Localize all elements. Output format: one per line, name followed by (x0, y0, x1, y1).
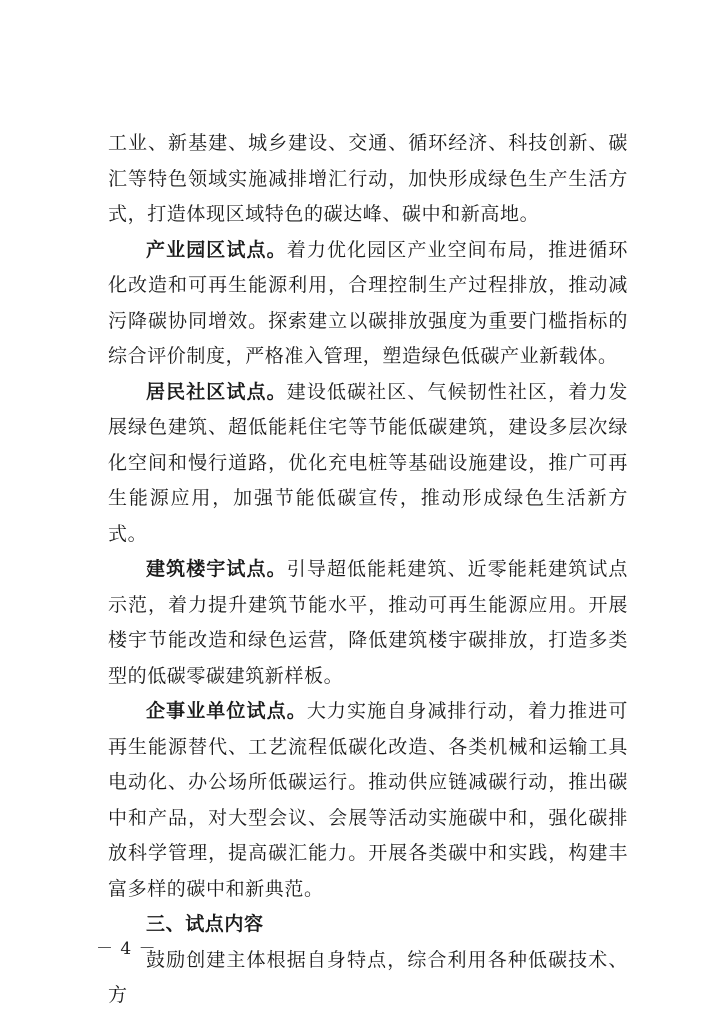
section-heading: 三、试点内容 (146, 913, 264, 935)
paragraph-text: 着力优化园区产业空间布局，推进循环化改造和可再生能源利用，合理控制生产过程排放，推动减污降碳协同增效。探索建立以碳排放强度为重要门槛指标的综合评价制度，严格准入管理，塑造绿色低碳产业新载体。 (108, 238, 629, 367)
paragraph-lead: 建筑楼宇试点。 (146, 558, 287, 580)
paragraph-enterprises (108, 694, 628, 907)
paragraph-text: 工业、新基建、城乡建设、交通、循环经济、科技创新、碳汇等特色领域实施减排增汇行动，加快形成绿色生产生活方式，打造体现区域特色的碳达峰、碳中和新高地。 (108, 132, 628, 225)
page-number: － 4 － (96, 939, 157, 959)
paragraph-buildings (108, 552, 628, 694)
paragraph-lead: 居民社区试点。 (146, 380, 287, 403)
paragraph-continuation (108, 126, 628, 233)
paragraph-industrial-park (108, 233, 628, 375)
paragraph-text: 建设低碳社区、气候韧性社区，着力发展绿色建筑、超低能耗住宅等节能低碳建筑，建设多层次绿化空间和慢行道路，优化充电桩等基础设施建设，推广可再生能源应用，加强节能低碳宣传，推动形成绿色生活新方式。 (108, 380, 629, 545)
paragraph-text: 鼓励创建主体根据自身特点，综合利用各种低碳技术、方 (108, 948, 628, 1006)
paragraph-lead: 企事业单位试点。 (146, 700, 307, 722)
paragraph-final (108, 943, 628, 1014)
paragraph-text: 引导超低能耗建筑、近零能耗建筑试点示范，着力提升建筑节能水平，推动可再生能源应用。开展楼宇节能改造和绿色运营，降低建筑楼宇碳排放，打造多类型的低碳零碳建筑新样板。 (108, 558, 629, 687)
document-body (108, 126, 628, 1014)
paragraph-lead: 产业园区试点。 (146, 238, 287, 261)
paragraph-text: 大力实施自身减排行动，着力推进可再生能源替代、工艺流程低碳化改造、各类机械和运输工具电动化、办公场所低碳运行。推动供应链减碳行动，推出碳中和产品，对大型会议、会展等活动实施碳中和，强化碳排放科学管理，提高碳汇能力。开展各类碳中和实践，构建丰富多样的碳中和新典范。 (108, 700, 628, 900)
paragraph-residential-community (108, 375, 628, 553)
